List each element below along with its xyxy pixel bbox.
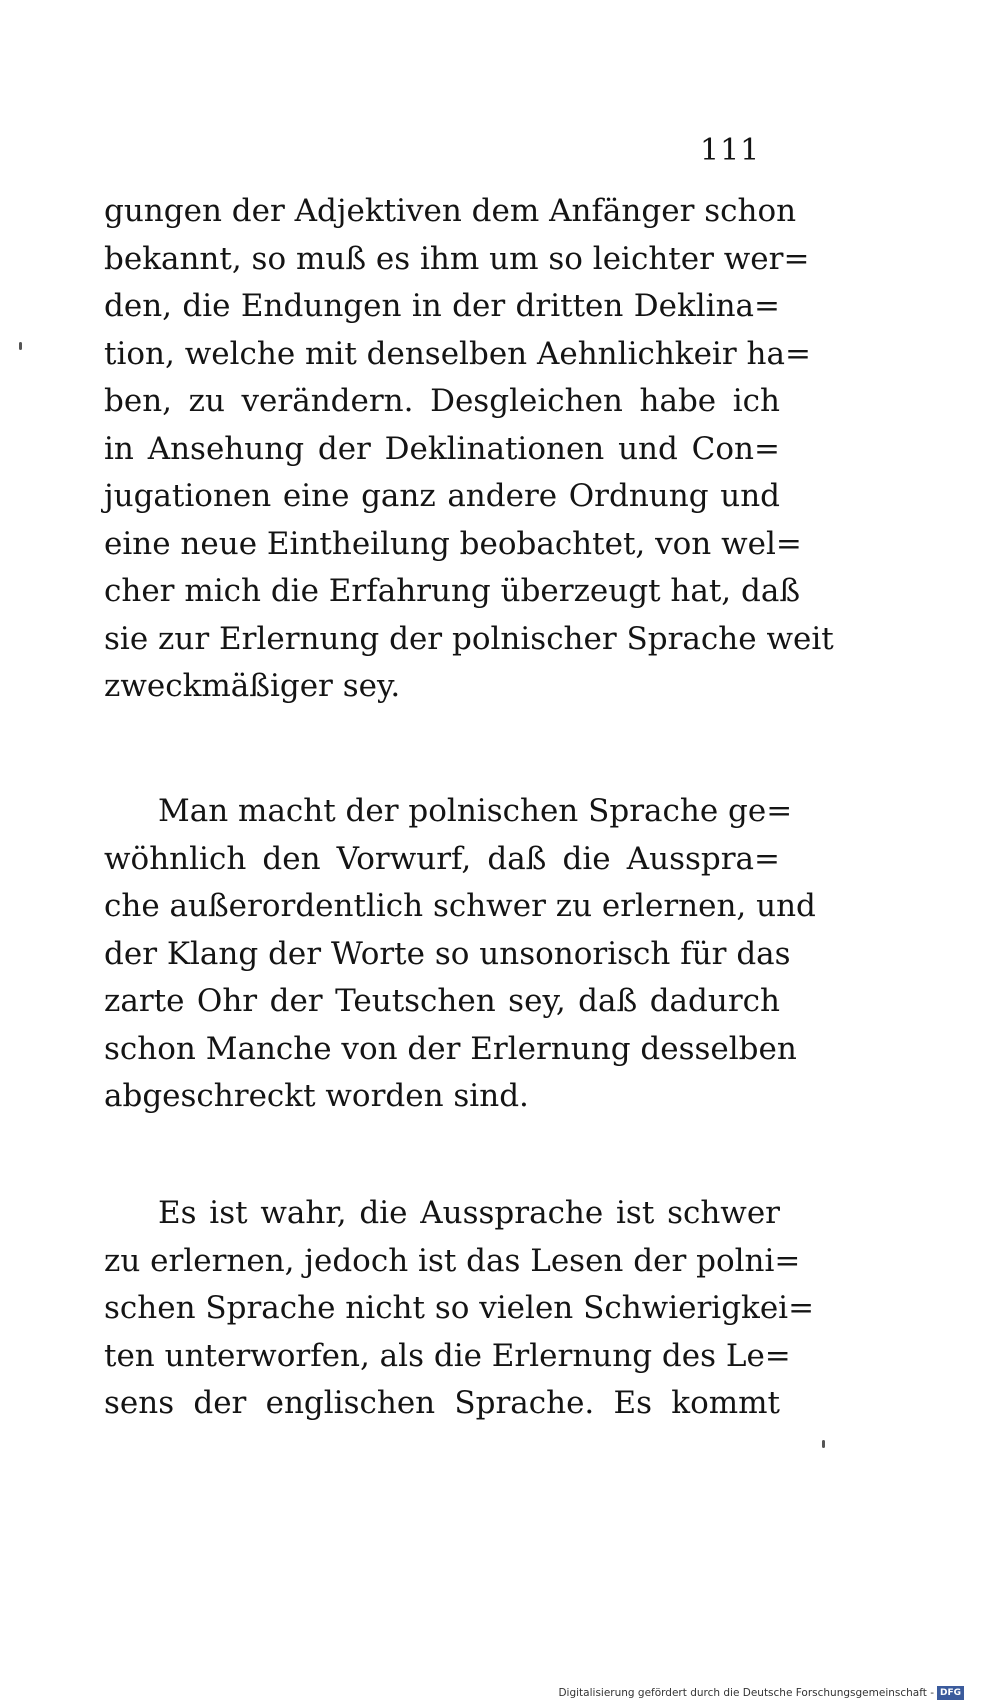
text-line: tion, welche mit denselben Aehnlichkeir ha=	[104, 335, 811, 372]
footer-credit-text: Digitalisierung gefördert durch die Deutsche Forschungsgemeinschaft -	[558, 1687, 934, 1699]
scan-speck	[19, 342, 22, 350]
text-line: schon Manche von der Erlernung desselben	[104, 1030, 797, 1067]
text-line: eine neue Eintheilung beobachtet, von wel=	[104, 525, 802, 562]
text-line: gungen der Adjektiven dem Anfänger schon	[104, 193, 797, 229]
text-line: ten unterworfen, als die Erlernung des Le=	[104, 1337, 791, 1374]
page-number: 111	[700, 133, 761, 168]
text-line: zarte Ohr der Teutschen sey, daß dadurch	[104, 983, 780, 1019]
text-line: der Klang der Worte so unsonorisch für das	[104, 935, 791, 972]
text-line: ben, zu verändern. Desgleichen habe ich	[104, 383, 780, 419]
text-line: Es ist wahr, die Aussprache ist schwer	[158, 1195, 780, 1231]
text-line: wöhnlich den Vorwurf, daß die Ausspra=	[104, 840, 780, 877]
paragraph-3	[104, 1190, 815, 1428]
text-line: schen Sprache nicht so vielen Schwierigkei=	[104, 1290, 815, 1326]
text-line: cher mich die Erfahrung überzeugt hat, daß	[104, 573, 801, 609]
scan-speck	[822, 1440, 825, 1448]
text-line: in Ansehung der Deklinationen und Con=	[104, 430, 780, 467]
text-line: che außerordentlich schwer zu erlernen, und	[104, 888, 816, 924]
text-line: Man macht der polnischen Sprache ge=	[158, 793, 793, 829]
text-line: bekannt, so muß es ihm um so leichter wer=	[104, 240, 810, 277]
dfg-logo: DFG	[937, 1686, 964, 1700]
text-line: abgeschreckt worden sind.	[104, 1078, 529, 1114]
paragraph-1	[104, 188, 834, 711]
digitization-footer	[558, 1685, 964, 1701]
text-line: sens der englischen Sprache. Es kommt	[104, 1385, 780, 1421]
text-line: jugationen eine ganz andere Ordnung und	[104, 478, 780, 514]
text-line: zweckmäßiger sey.	[104, 668, 401, 704]
text-line: den, die Endungen in der dritten Deklina=	[104, 288, 780, 324]
text-line: zu erlernen, jedoch ist das Lesen der polni=	[104, 1242, 801, 1279]
text-line: sie zur Erlernung der polnischer Sprache weit	[104, 620, 834, 657]
paragraph-2	[104, 788, 816, 1121]
